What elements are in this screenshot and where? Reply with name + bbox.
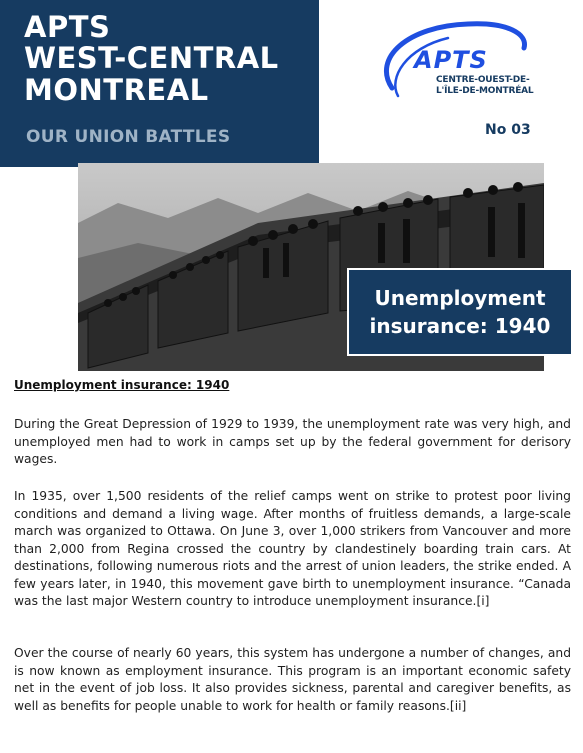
article-paragraph-1: During the Great Depression of 1929 to 1939, the unemployment rate was very high, and unemployed men had to work in camps set up by the federal government for derisory wages. bbox=[14, 417, 571, 466]
issue-number: No 03 bbox=[485, 122, 531, 138]
org-name-line-3: MONTREAL bbox=[24, 73, 209, 107]
article-paragraph-3: Over the course of nearly 60 years, this system has undergone a number of changes, and is now known as employment insurance. This program is an important economic safety net in the event of job loss. It also provides sickness, parental and caregiver benefits, as well as benefits for people unable to work for health or family reasons.[ii] bbox=[14, 646, 571, 713]
article-paragraph-2: In 1935, over 1,500 residents of the relief camps went on strike to protest poor living conditions and demand a living wage. After months of fruitless demands, a large-scale march was organized to Ottawa. On June 3, over 1,000 strikers from Vancouver and more than 2,000 from Regina crossed the country by clandestinely boarding train cars. At destinations, following numerous riots and the arrest of union leaders, the strike ended. A few years later, in 1940, this movement gave birth to unemployment insurance. “Canada was the last major Western country to introduce unemployment insurance.[i] bbox=[14, 489, 571, 608]
org-name-line-2: WEST-CENTRAL bbox=[24, 41, 279, 75]
title-line-1: Unemployment bbox=[374, 286, 546, 310]
series-label: OUR UNION BATTLES bbox=[26, 127, 231, 147]
title-box bbox=[347, 268, 573, 356]
apts-logo bbox=[378, 18, 536, 110]
org-name-line-1: APTS bbox=[24, 10, 111, 44]
logo-subtitle-line-1: CENTRE-OUEST-DE- bbox=[436, 75, 530, 85]
header-panel bbox=[0, 0, 319, 167]
logo-subtitle-line-2: L'ÎLE-DE-MONTRÉAL bbox=[436, 86, 534, 96]
article-heading: Unemployment insurance: 1940 bbox=[14, 378, 230, 392]
title-line-2: insurance: 1940 bbox=[369, 314, 551, 338]
logo-acronym: APTS bbox=[414, 46, 488, 74]
